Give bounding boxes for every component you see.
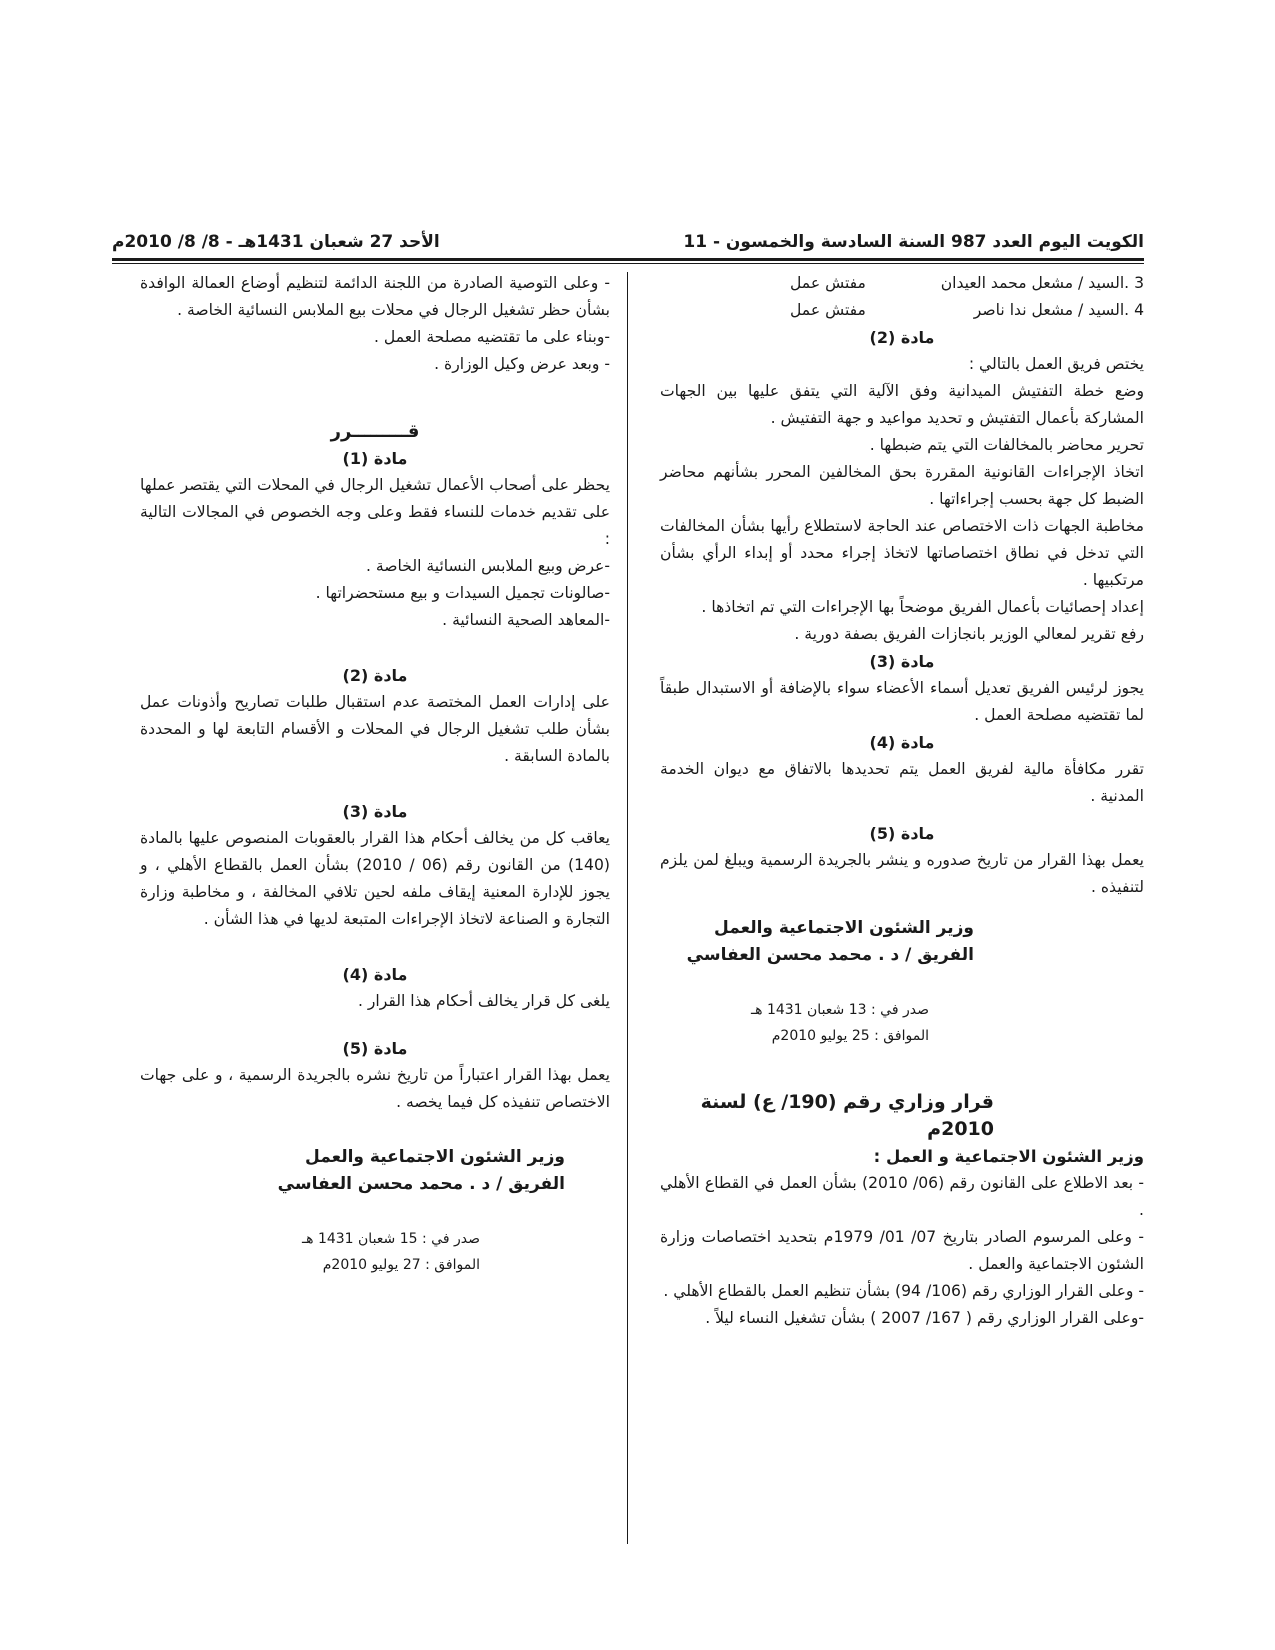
header-date: الأحد 27 شعبان 1431هـ - 8/ 8/ 2010م bbox=[112, 232, 440, 252]
preamble-item: -وبناء على ما تقتضيه مصلحة العمل . bbox=[374, 328, 610, 346]
decision-subtitle: وزير الشئون الاجتماعية و العمل : bbox=[873, 1147, 1144, 1166]
article-text: إعداد إحصائيات بأعمال الفريق موضحاً بها الإجراءات التي تم اتخاذها . bbox=[701, 598, 1144, 616]
article-title: مادة (5) bbox=[342, 1039, 408, 1058]
article-text: يختص فريق العمل بالتالي : bbox=[968, 355, 1144, 373]
article-text: وضع خطة التفتيش الميدانية وفق الآلية التي يتفق عليها بين الجهات المشاركة بأعمال التفتيش و تحديد مواعيد و جهة التفتيش . bbox=[660, 382, 1144, 427]
article-text: مخاطبة الجهات ذات الاختصاص عند الحاجة لاستطلاع رأيها بشأن المخالفات التي تدخل في نطاق اختصاصاتها لاتخاذ إجراء محدد أو إبداء الرأي بشأن مرتكبيها . bbox=[660, 517, 1144, 589]
decision-title: قرار وزاري رقم (190/ ع) لسنة 2010م bbox=[700, 1091, 994, 1140]
article-text: اتخاذ الإجراءات القانونية المقررة بحق المخالفين المحرر بشأنهم محاضر الضبط كل جهة بحسب إجراءاتها . bbox=[660, 463, 1144, 508]
preamble-item: - وبعد عرض وكيل الوزارة . bbox=[434, 355, 610, 373]
preamble-item: - وعلى المرسوم الصادر بتاريخ 07/ 01/ 1979م بتحديد اختصاصات وزارة الشئون الاجتماعية والعمل . bbox=[660, 1228, 1144, 1273]
signature-name: الفريق / د . محمد محسن العفاسي bbox=[686, 945, 974, 965]
list-item: -المعاهد الصحية النسائية . bbox=[442, 611, 610, 629]
decided-heading: قـــــــــرر bbox=[330, 421, 420, 442]
member-role: مفتش عمل bbox=[790, 301, 866, 319]
header-issue-info: الكويت اليوم العدد 987 السنة السادسة والخمسون - 11 bbox=[683, 232, 1144, 252]
article-text: يعمل بهذا القرار اعتباراً من تاريخ نشره بالجريدة الرسمية ، و على جهات الاختصاص تنفيذه كل فيما يخصه . bbox=[140, 1066, 610, 1111]
left-column bbox=[140, 270, 610, 1278]
article-title: مادة (4) bbox=[342, 965, 408, 984]
header-rule bbox=[112, 258, 1144, 261]
article-title: مادة (3) bbox=[869, 652, 935, 671]
article-title: مادة (3) bbox=[342, 802, 408, 821]
article-title: مادة (1) bbox=[342, 449, 408, 468]
signature-name: الفريق / د . محمد محسن العفاسي bbox=[277, 1174, 565, 1194]
member-name: 4 .السيد / مشعل ندا ناصر bbox=[973, 301, 1144, 319]
article-text: على إدارات العمل المختصة عدم استقبال طلبات تصاريح وأذونات عمل بشأن طلب تشغيل الرجال في المحلات و الأقسام التابعة لها و المحددة بالمادة السابقة . bbox=[140, 693, 610, 765]
member-line bbox=[660, 297, 1144, 324]
right-column bbox=[660, 270, 1144, 1332]
article-text: تحرير محاضر بالمخالفات التي يتم ضبطها . bbox=[869, 436, 1144, 454]
member-role: مفتش عمل bbox=[790, 274, 866, 292]
preamble-item: - بعد الاطلاع على القانون رقم (06/ 2010) بشأن العمل في القطاع الأهلي . bbox=[660, 1174, 1144, 1219]
corresponding-date: الموافق : 27 يوليو 2010م bbox=[322, 1257, 480, 1273]
page-header bbox=[112, 216, 1144, 252]
signature-title: وزير الشئون الاجتماعية والعمل bbox=[714, 918, 974, 938]
member-name: 3 .السيد / مشعل محمد العيدان bbox=[940, 274, 1144, 292]
issued-date: صدر في : 13 شعبان 1431 هـ bbox=[751, 1002, 929, 1018]
article-text: تقرر مكافأة مالية لفريق العمل يتم تحديدها بالاتفاق مع ديوان الخدمة المدنية . bbox=[660, 760, 1144, 805]
preamble-item: - وعلى القرار الوزاري رقم (106/ 94) بشأن تنظيم العمل بالقطاع الأهلي . bbox=[663, 1282, 1144, 1300]
list-item: -عرض وبيع الملابس النسائية الخاصة . bbox=[366, 557, 610, 575]
preamble-item: - وعلى التوصية الصادرة من اللجنة الدائمة لتنظيم أوضاع العمالة الوافدة بشأن حظر تشغيل الرجال في محلات بيع الملابس النسائية الخاصة . bbox=[140, 274, 610, 319]
list-item: -صالونات تجميل السيدات و بيع مستحضراتها . bbox=[315, 584, 610, 602]
article-text: يجوز لرئيس الفريق تعديل أسماء الأعضاء سواء بالإضافة أو الاستبدال طبقاً لما تقتضيه مصلحة العمل . bbox=[660, 679, 1144, 724]
article-title: مادة (2) bbox=[342, 666, 408, 685]
article-text: يلغى كل قرار يخالف أحكام هذا القرار . bbox=[357, 992, 610, 1010]
article-title: مادة (4) bbox=[869, 733, 935, 752]
preamble-item: -وعلى القرار الوزاري رقم ( 167/ 2007 ) بشأن تشغيل النساء ليلاً . bbox=[705, 1309, 1144, 1327]
column-divider bbox=[627, 272, 628, 1544]
issued-date: صدر في : 15 شعبان 1431 هـ bbox=[302, 1231, 480, 1247]
signature-title: وزير الشئون الاجتماعية والعمل bbox=[305, 1147, 565, 1167]
article-text: رفع تقرير لمعالي الوزير بانجازات الفريق بصفة دورية . bbox=[794, 625, 1144, 643]
article-text: يعاقب كل من يخالف أحكام هذا القرار بالعقوبات المنصوص عليها بالمادة (140) من القانون رقم (06 / 2010) بشأن العمل بالقطاع الأهلي ، و يجوز للإدارة المعنية إيقاف ملفه لحين تلافي المخالفة ، و مخاطبة وزارة التجارة و الصناعة لاتخاذ الإجراءات المتبعة لديها في هذا الشأن . bbox=[140, 829, 610, 928]
article-title: مادة (2) bbox=[869, 328, 935, 347]
member-line bbox=[660, 270, 1144, 297]
article-text: يعمل بهذا القرار من تاريخ صدوره و ينشر بالجريدة الرسمية ويبلغ لمن يلزم لتنفيذه . bbox=[660, 851, 1144, 896]
article-text: يحظر على أصحاب الأعمال تشغيل الرجال في المحلات التي يقتصر عملها على تقديم خدمات للنساء فقط وعلى وجه الخصوص في المجالات التالية : bbox=[140, 476, 610, 548]
header-rule-thin bbox=[112, 263, 1144, 264]
corresponding-date: الموافق : 25 يوليو 2010م bbox=[771, 1028, 929, 1044]
article-title: مادة (5) bbox=[869, 824, 935, 843]
